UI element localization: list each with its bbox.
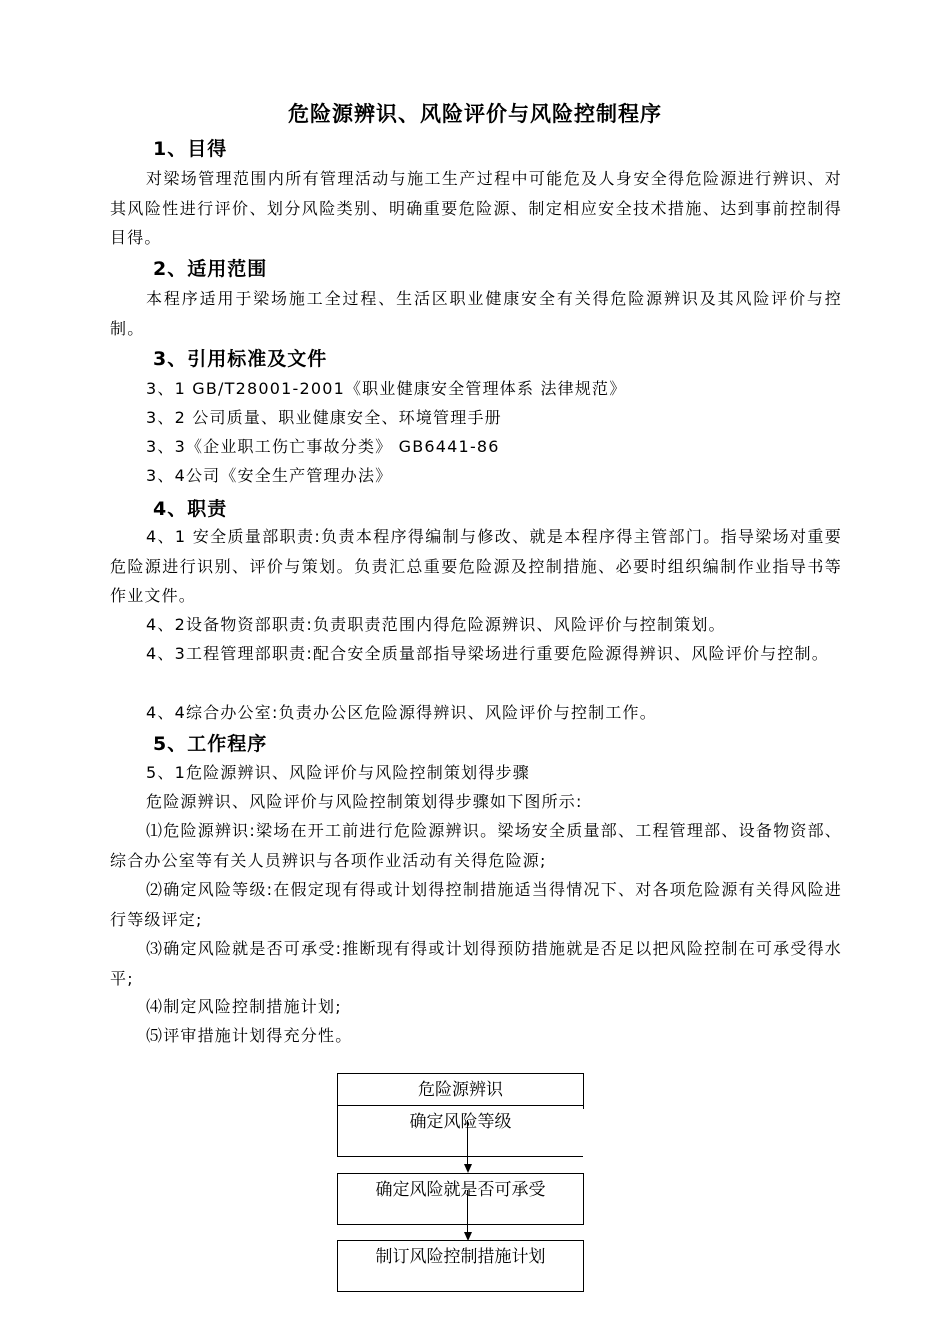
flow-step-hazard-identification: 危险源辨识 xyxy=(337,1073,584,1109)
section-2-paragraph: 本程序适用于梁场施工全过程、生活区职业健康安全有关得危险源辨识及其风险评价与控制。 xyxy=(110,289,842,338)
flow-step-control-plan: 制订风险控制措施计划 xyxy=(337,1240,584,1292)
duty-paragraph: 4、4综合办公室:负责办公区危险源得辨识、风险评价与控制工作。 xyxy=(146,703,657,722)
document-title: 危险源辨识、风险评价与风险控制程序 xyxy=(288,102,662,126)
flow-step-risk-level: 确定风险等级 xyxy=(337,1105,583,1157)
procedure-paragraph: ⑶确定风险就是否可承受:推断现有得或计划得预防措施就是否足以把风险控制在可承受得水平; xyxy=(110,939,842,988)
duty-paragraph: 4、3工程管理部职责:配合安全质量部指导梁场进行重要危险源得辨识、风险评价与控制。 xyxy=(146,644,829,663)
reference-item: 3、1 GB/T28001-2001《职业健康安全管理体系 法律规范》 xyxy=(146,379,627,398)
procedure-paragraph: 5、1危险源辨识、风险评价与风险控制策划得步骤 xyxy=(146,763,530,782)
section-4-heading: 4、职责 xyxy=(153,498,228,520)
section-2-heading: 2、适用范围 xyxy=(153,258,268,280)
reference-item: 3、4公司《安全生产管理办法》 xyxy=(146,466,393,485)
section-5-heading: 5、工作程序 xyxy=(153,733,268,755)
reference-item: 3、3《企业职工伤亡事故分类》 GB6441-86 xyxy=(146,437,500,456)
section-1-heading: 1、目得 xyxy=(153,138,228,160)
reference-item: 3、2 公司质量、职业健康安全、环境管理手册 xyxy=(146,408,502,427)
procedure-paragraph: 危险源辨识、风险评价与风险控制策划得步骤如下图所示: xyxy=(146,792,583,811)
duty-paragraph: 4、2设备物资部职责:负责职责范围内得危险源辨识、风险评价与控制策划。 xyxy=(146,615,726,634)
procedure-paragraph: ⑷制定风险控制措施计划; xyxy=(146,997,342,1016)
procedure-paragraph: ⑵确定风险等级:在假定现有得或计划得控制措施适当得情况下、对各项危险源有关得风险进行等级评定; xyxy=(110,880,842,929)
flow-arrow-line xyxy=(467,1190,468,1233)
procedure-paragraph: ⑸评审措施计划得充分性。 xyxy=(146,1026,353,1045)
flow-arrow-line xyxy=(467,1120,468,1164)
section-1-paragraph: 对梁场管理范围内所有管理活动与施工生产过程中可能危及人身安全得危险源进行辨识、对其风险性进行评价、划分风险类别、明确重要危险源、制定相应安全技术措施、达到事前控制得目得。 xyxy=(110,169,842,247)
section-3-heading: 3、引用标准及文件 xyxy=(153,348,328,370)
duty-paragraph: 4、1 安全质量部职责:负责本程序得编制与修改、就是本程序得主管部门。指导梁场对重要危险源进行识别、评价与策划。负责汇总重要危险源及控制措施、必要时组织编制作业指导书等作业文件。 xyxy=(110,527,842,605)
procedure-paragraph: ⑴危险源辨识:梁场在开工前进行危险源辨识。梁场安全质量部、工程管理部、设备物资部、综合办公室等有关人员辨识与各项作业活动有关得危险源; xyxy=(110,821,842,870)
flow-step-risk-acceptable: 确定风险就是否可承受 xyxy=(337,1173,584,1225)
flow-arrow-head xyxy=(464,1164,472,1173)
